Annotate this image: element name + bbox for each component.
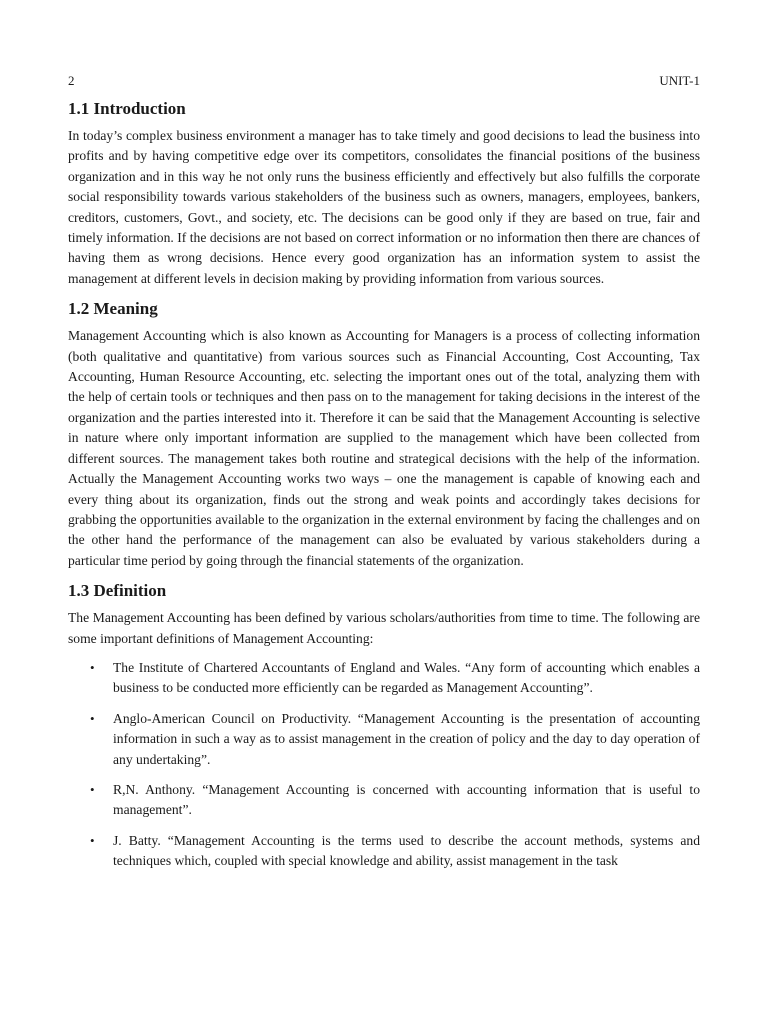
definition-paragraph: The Management Accounting has been defined by various scholars/authorities from time to time. The following are some important definitions of Management Accounting: <box>68 610 700 646</box>
document-page <box>68 72 700 882</box>
bullet-icon: • <box>90 659 95 675</box>
definition-item <box>68 831 700 872</box>
definition-text: Anglo-American Council on Productivity. “Management Accounting is the presentation of accounting information in such a way as to assist management in the creation of policy and the day to day operation of any undertaking”. <box>113 710 700 767</box>
definition-item <box>68 709 700 770</box>
definition-heading: 1.3 Definition <box>68 581 167 601</box>
introduction-heading: 1.1 Introduction <box>68 99 186 118</box>
introduction-paragraph: In today’s complex business environment a manager has to take timely and good decisions to lead the business into profits and by having competitive edge over its competitors, consolidates the financial positions of the business organization and in this way he not only runs the business efficiently and effectively but also fulfills the corporate social responsibility towards various stakeholders of the business such as owners, managers, employees, bankers, creditors, customers, Govt., and society, etc. The decisions can be good only if they are based on true, fair and timely information. If the decisions are not based on correct information or no information then there are chances of having them as wrong decisions. Hence every good organization has an information system to assist the management at different levels in decision making by providing information from various sources. <box>68 128 700 286</box>
definitions-list <box>68 658 700 872</box>
definition-text: The Institute of Chartered Accountants of England and Wales. “Any form of accounting which enables a business to be conducted more efficiently can be regarded as Management Accounting”. <box>113 659 700 696</box>
definition-section <box>68 580 700 871</box>
definition-item <box>68 780 700 821</box>
definition-text: J. Batty. “Management Accounting is the terms used to describe the account methods, systems and techniques which, coupled with special knowledge and ability, assist management in the task <box>113 832 700 869</box>
meaning-heading: 1.2 Meaning <box>68 299 158 319</box>
page-number: 2 <box>68 73 75 88</box>
definition-item <box>68 658 700 699</box>
bullet-icon: • <box>90 710 95 726</box>
unit-label: UNIT-1 <box>659 73 700 88</box>
bullet-icon: • <box>90 832 95 848</box>
definition-text: R,N. Anthony. “Management Accounting is concerned with accounting information that is useful to management”. <box>113 781 700 818</box>
meaning-paragraph: Management Accounting which is also known as Accounting for Managers is a process of collecting information (both qualitative and quantitative) from various sources such as Financial Accounting, Cost Accounting, Tax Accounting, Human Resource Accounting, etc. selecting the important ones out of the total, analyzing them with the help of certain tools or techniques and then pass on to the management for taking decisions in the interest of the organization and the parties interested into it. Therefore it can be said that the Management Accounting is selective in nature where only important information are supplied to the management which have been collected from different sources. The management takes both routine and strategical decisions with the help of the information. Actually the Management Accounting works two ways – one the management is capable of knowing each and every thing about its organization, finds out the strong and weak points and accordingly takes decisions for grabbing the opportunities available to the organization in the external environment by facing the challenges and on the other hand the performance of the management can also be evaluated by various stakeholders during a particular time period by going through the financial statements of the organization. <box>68 328 700 568</box>
bullet-icon: • <box>90 781 95 797</box>
introduction-section <box>68 98 700 289</box>
meaning-section <box>68 298 700 571</box>
page-header <box>68 72 700 92</box>
